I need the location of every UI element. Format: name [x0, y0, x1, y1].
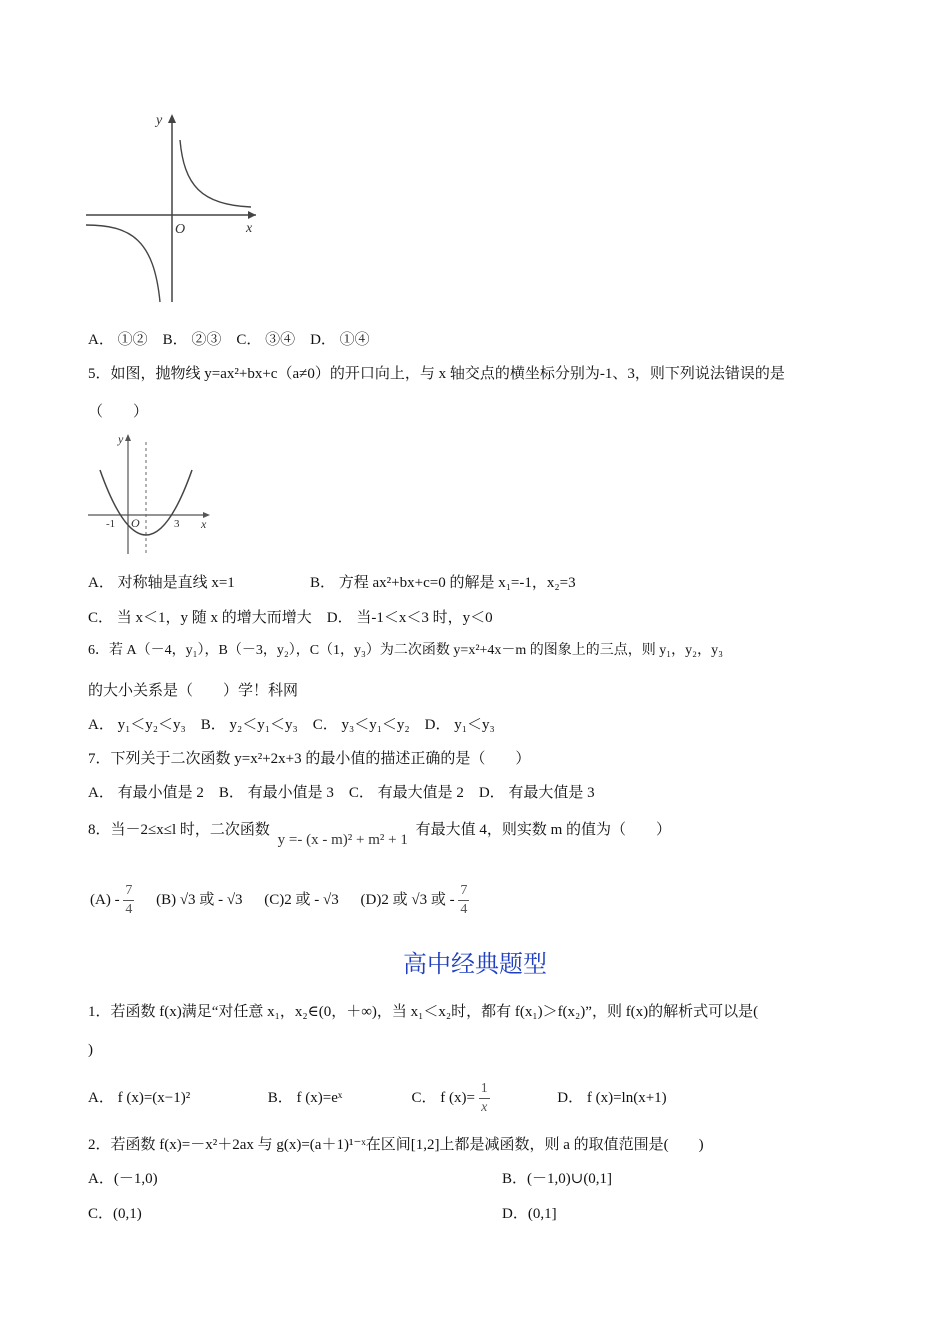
- hyperbola-branch-left: [86, 225, 160, 302]
- q8-options: [90, 878, 487, 922]
- p1-close: ): [88, 1042, 93, 1058]
- q5-options-cd: C． 当 x＜1，y 随 x 的增大而增大 D． 当-1＜x＜3 时，y＜0: [88, 610, 493, 626]
- q5-option-b: B． 方程 ax²+bx+c=0 的解是 x₁=-1，x₂=3: [310, 575, 576, 591]
- p1-option-a: A． f (x)=(x−1)²: [88, 1089, 191, 1106]
- sqrt3-d: √3: [411, 892, 428, 908]
- q7-options: A． 有最小值是 2 B． 有最小值是 3 C． 有最大值是 2 D． 有最大值是 3: [88, 785, 595, 801]
- p1-stem: 1．若函数 f(x)满足“对任意 x₁，x₂∈(0，＋∞)，当 x₁＜x₂时，都有 f(x₁)＞f(x₂)”，则 f(x)的解析式可以是(: [88, 1004, 759, 1020]
- q6-stem-line2: 的大小关系是（ ）学！科网: [88, 683, 299, 699]
- q8-option-a-fraction: $\frac{7}{4}$: [125, 883, 133, 918]
- q6-options: A． y₁＜y₂＜y₃ B． y₂＜y₁＜y₃ C． y₃＜y₁＜y₂ D． y₁＜y₃: [88, 717, 495, 733]
- sqrt3-c: √3: [323, 892, 339, 908]
- p2-option-b: B．(－1,0)∪(0,1]: [502, 1171, 613, 1187]
- origin-label: O: [175, 222, 186, 237]
- q8-option-d-label: (D)2 或: [360, 892, 408, 908]
- sqrt3-a: √3: [179, 892, 196, 908]
- p2-option-a: A．(－1,0): [88, 1171, 158, 1187]
- x-axis-label: x: [201, 517, 207, 531]
- p1-option-b: B． f (x)=eˣ: [267, 1089, 343, 1106]
- q5-stem: 5．如图，抛物线 y=ax²+bx+c（a≠0）的开口向上，与 x 轴交点的横坐标分别为-1、3，则下列说法错误的是: [88, 366, 785, 382]
- or-text-d: 或 -: [430, 892, 455, 908]
- q8-stem-a: 8．当－2≤x≤l 时，二次函数: [88, 822, 270, 838]
- right-root-label: 3: [174, 518, 180, 530]
- q8-stem: [88, 820, 672, 848]
- hyperbola-graph: [86, 110, 261, 305]
- p2-stem: 2．若函数 f(x)=－x²＋2ax 与 g(x)=(a＋1)¹⁻ˣ在区间[1,2]上都是减函数，则 a 的取值范围是( ): [88, 1137, 704, 1153]
- y-axis-label: y: [118, 432, 124, 446]
- p2-option-d: D．(0,1]: [502, 1206, 557, 1222]
- q8-option-c-label: (C)2 或 -: [264, 892, 320, 908]
- q6-stem-line1: 6．若 A（－4，y₁），B（－3，y₂），C（1，y₃）为二次函数 y=x²+4x－m 的图象上的三点，则 y₁，y₂，y₃: [88, 643, 723, 658]
- q5-option-a: A． 对称轴是直线 x=1: [88, 575, 235, 591]
- section-title: 高中经典题型: [403, 950, 547, 978]
- q8-option-b-label: (B): [156, 892, 177, 908]
- q8-option-a-label: (A) -: [90, 892, 120, 908]
- sqrt3-b: √3: [226, 892, 243, 908]
- or-text: 或 -: [199, 892, 224, 908]
- hyperbola-branch-right: [180, 140, 251, 207]
- q8-formula: y =- (x - m)² + m² + 1: [277, 832, 408, 848]
- p1-options: [88, 1080, 667, 1117]
- q7-stem: 7．下列关于二次函数 y=x²+2x+3 的最小值的描述正确的是（ ）: [88, 751, 531, 767]
- parabola-graph: [86, 430, 216, 558]
- q4-options: A． ①② B． ②③ C． ③④ D． ①④: [88, 332, 370, 348]
- left-root-label: -1: [106, 518, 116, 530]
- p1-option-c: C． f (x)= $\frac{1}{x}$: [411, 1081, 488, 1115]
- q8-stem-b: 有最大值 4，则实数 m 的值为（ ）: [415, 822, 672, 838]
- x-axis-label: x: [246, 221, 253, 236]
- p2-option-c: C．(0,1): [88, 1206, 142, 1222]
- q8-option-d-fraction: $\frac{7}{4}$: [460, 883, 468, 918]
- y-axis-label: y: [156, 113, 163, 128]
- q5-paren: （ ）: [88, 404, 149, 420]
- p1-option-d: D． f (x)=ln(x+1): [557, 1089, 667, 1106]
- origin-label: O: [131, 516, 140, 530]
